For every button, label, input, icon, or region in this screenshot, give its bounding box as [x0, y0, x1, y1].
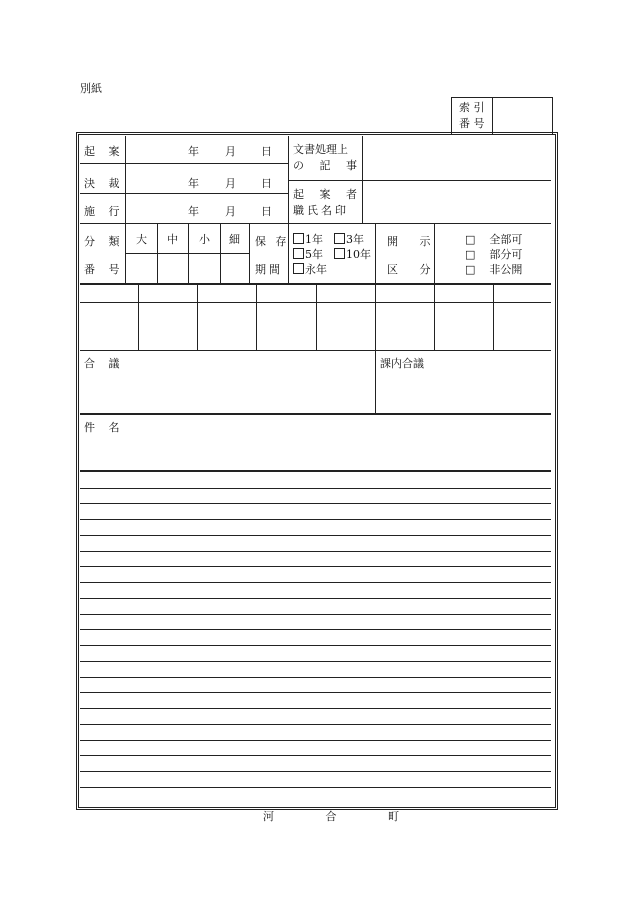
class-detail-header: 細 [229, 233, 240, 246]
decided-label: 決 裁 [84, 177, 125, 190]
enforced-month: 月 [225, 205, 236, 218]
classification-label: 分 類 [84, 235, 125, 248]
checkbox-permanent[interactable] [293, 263, 304, 274]
enforced-label: 施 行 [84, 205, 125, 218]
index-number-field[interactable] [494, 99, 550, 131]
class-minor-field[interactable] [189, 254, 220, 284]
approval-seal-cell[interactable] [317, 303, 375, 350]
decided-day: 日 [261, 177, 272, 190]
drafter-label-line2: 職氏名印 [293, 204, 349, 217]
approval-seal-cell[interactable] [139, 303, 197, 350]
consultation-label: 合 議 [84, 357, 125, 370]
checkbox-1yr[interactable] [293, 233, 304, 244]
consultation-field[interactable] [81, 372, 374, 413]
checkbox-5yr[interactable] [293, 248, 304, 259]
subject-field[interactable] [81, 437, 550, 470]
doc-processing-label-line1: 文書処理上 [293, 143, 348, 156]
checkbox-10yr[interactable] [334, 248, 345, 259]
index-label-line2: 番 号 [459, 117, 485, 130]
drafter-label-line1: 起 案 者 [293, 188, 363, 201]
disclosure-full-checkbox[interactable]: □ [465, 233, 476, 246]
decided-month: 月 [225, 177, 236, 190]
drafted-label: 起 案 [84, 145, 125, 158]
class-major-field[interactable] [126, 254, 157, 284]
doc-processing-field[interactable] [363, 137, 550, 180]
approval-seal-cell[interactable] [494, 303, 550, 350]
drafted-month: 月 [225, 145, 236, 158]
subject-label: 件 名 [84, 421, 125, 434]
disclosure-private-checkbox[interactable]: □ [465, 263, 476, 276]
approval-seal-cell[interactable] [376, 303, 434, 350]
drafter-seal-field[interactable] [363, 181, 550, 223]
disclosure-partial-checkbox[interactable]: □ [465, 248, 476, 261]
classification-number-label: 番 号 [84, 263, 125, 276]
disclosure-option-partial[interactable]: □ 部分可 [465, 248, 523, 261]
enforced-day: 日 [261, 205, 272, 218]
class-middle-header: 中 [167, 233, 178, 246]
approval-seal-cell[interactable] [257, 303, 316, 350]
disclosure-category-label: 区 分 [387, 263, 440, 276]
retention-option-10yr[interactable]: 10年 [334, 248, 371, 261]
class-detail-field[interactable] [221, 254, 249, 284]
internal-consultation-label: 課内合議 [380, 357, 424, 370]
enforced-year: 年 [188, 205, 199, 218]
retention-option-permanent[interactable]: 永年 [293, 263, 327, 276]
class-middle-field[interactable] [158, 254, 188, 284]
approval-seal-cell[interactable] [198, 303, 256, 350]
retention-option-5yr[interactable]: 5年 [293, 248, 323, 261]
retention-option-3yr[interactable]: 3年 [334, 233, 364, 246]
class-minor-header: 小 [199, 233, 210, 246]
index-label-line1: 索 引 [459, 101, 485, 114]
disclosure-option-private[interactable]: □ 非公開 [465, 263, 523, 276]
retention-option-1yr[interactable]: 1年 [293, 233, 323, 246]
retention-label: 保 存 [255, 235, 290, 248]
decided-year: 年 [188, 177, 199, 190]
checkbox-3yr[interactable] [334, 233, 345, 244]
drafted-day: 日 [261, 145, 272, 158]
doc-processing-label-line2: の 記 事 [293, 159, 363, 172]
approval-seal-cell[interactable] [435, 303, 493, 350]
retention-period-label: 期間 [255, 263, 283, 276]
disclosure-option-full[interactable]: □ 全部可 [465, 233, 523, 246]
attachment-label: 別紙 [80, 82, 102, 95]
approval-seal-cell[interactable] [81, 303, 138, 350]
body-text-area[interactable] [81, 473, 550, 801]
internal-consultation-field[interactable] [376, 372, 550, 413]
town-name: 河 合 町 [263, 810, 423, 823]
class-major-header: 大 [136, 233, 147, 246]
drafted-year: 年 [188, 145, 199, 158]
disclosure-label: 開 示 [387, 235, 440, 248]
